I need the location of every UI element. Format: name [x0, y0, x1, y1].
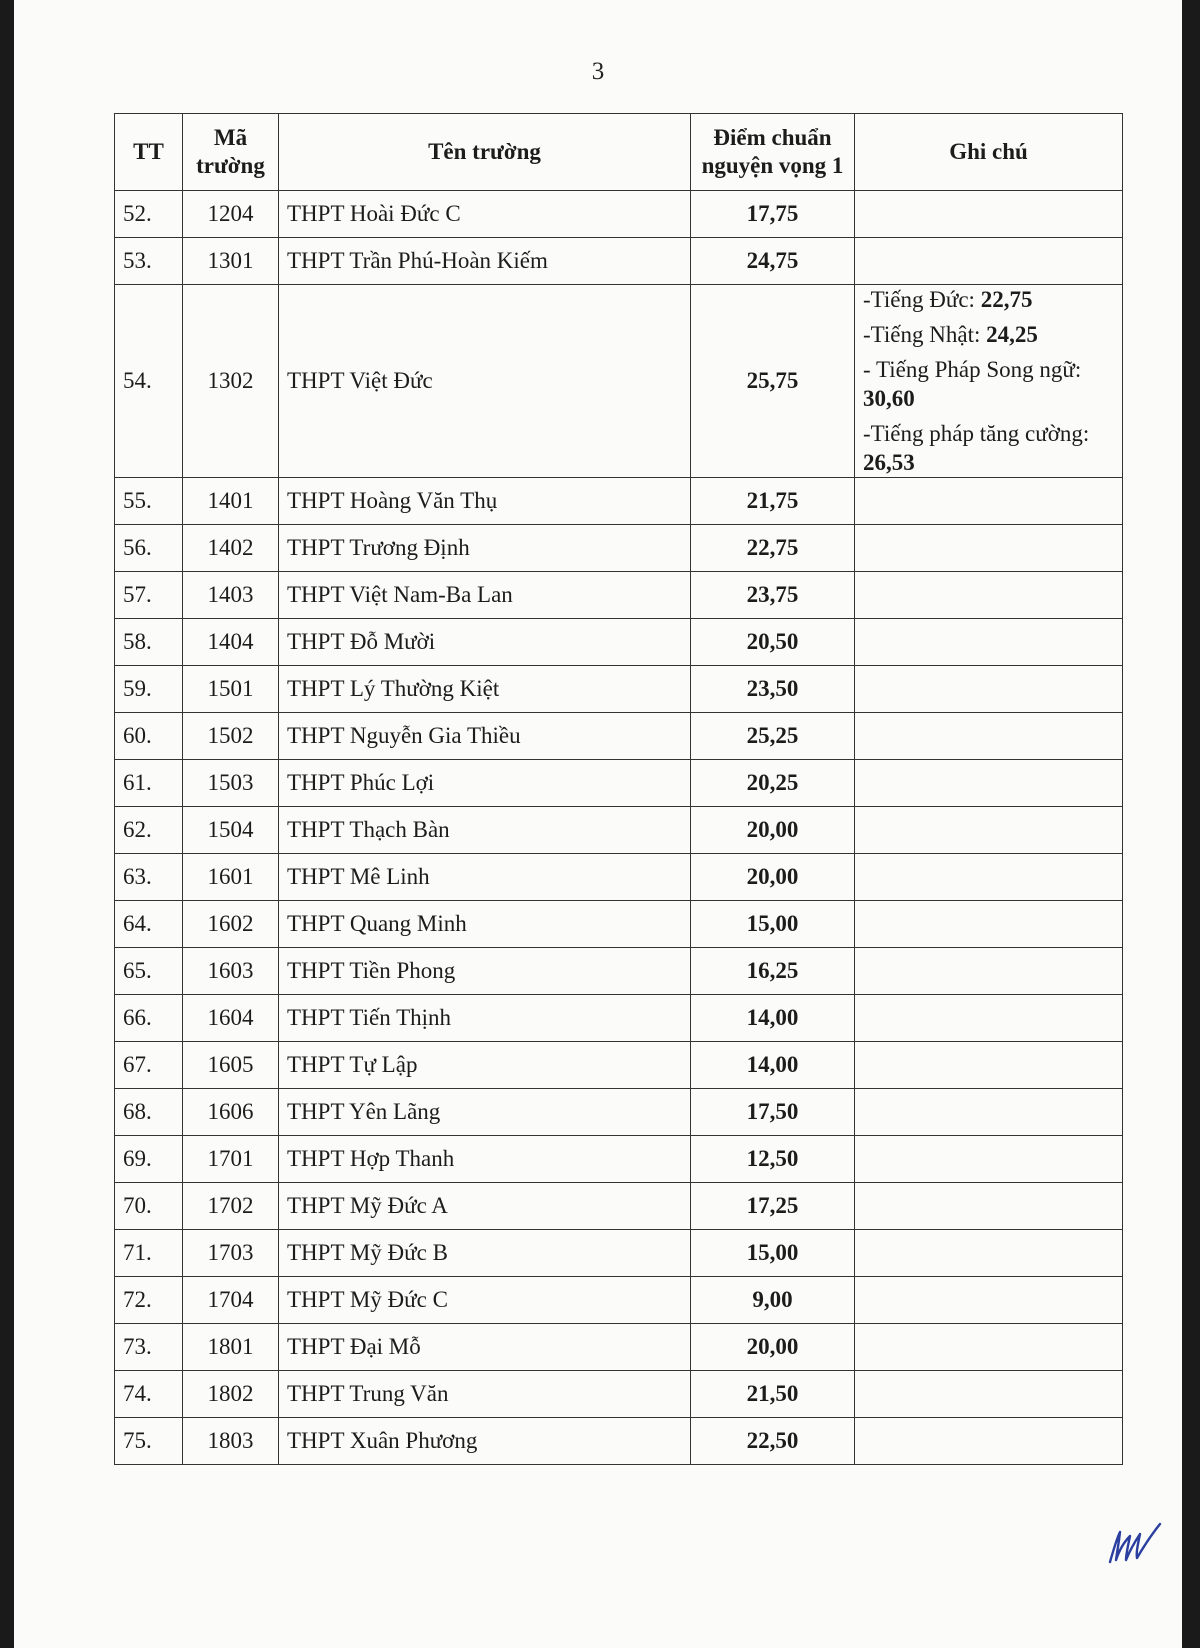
note-label: - Tiếng Pháp Song ngữ:: [863, 357, 1082, 382]
header-ma-truong: [183, 114, 279, 191]
cutoff-score: 20,50: [691, 619, 855, 666]
note-cell: [855, 478, 1123, 525]
row-number: 53.: [115, 238, 183, 285]
cutoff-score: 20,00: [691, 854, 855, 901]
school-name: THPT Quang Minh: [279, 901, 691, 948]
header-ghi-chu: Ghi chú: [855, 114, 1123, 191]
note-cell: [855, 1277, 1123, 1324]
cutoff-score: 20,00: [691, 807, 855, 854]
table-row: [115, 1324, 1123, 1371]
school-name: THPT Trung Văn: [279, 1371, 691, 1418]
table-row: [115, 1418, 1123, 1465]
table-row: [115, 1042, 1123, 1089]
header-ma-truong-line-1: Mã: [213, 125, 248, 150]
table-row: [115, 666, 1123, 713]
school-name: THPT Hợp Thanh: [279, 1136, 691, 1183]
row-number: 66.: [115, 995, 183, 1042]
document-page: [14, 0, 1182, 1648]
table-row: [115, 760, 1123, 807]
note-cell: [855, 572, 1123, 619]
note-cell: [855, 285, 1123, 478]
header-ma-truong-line-2: trường: [196, 153, 265, 178]
school-code: 1503: [183, 760, 279, 807]
note-cell: [855, 1230, 1123, 1277]
school-name: THPT Tiến Thịnh: [279, 995, 691, 1042]
row-number: 64.: [115, 901, 183, 948]
cutoff-score: 17,50: [691, 1089, 855, 1136]
note-line: [863, 419, 1114, 477]
school-name: THPT Tiền Phong: [279, 948, 691, 995]
school-name: THPT Yên Lãng: [279, 1089, 691, 1136]
school-name: THPT Xuân Phương: [279, 1418, 691, 1465]
cutoff-score: 17,75: [691, 191, 855, 238]
note-cell: [855, 807, 1123, 854]
note-label: -Tiếng pháp tăng cường:: [863, 421, 1090, 446]
row-number: 55.: [115, 478, 183, 525]
cutoff-score: 22,75: [691, 525, 855, 572]
cutoff-score: 17,25: [691, 1183, 855, 1230]
note-cell: [855, 713, 1123, 760]
cutoff-score: 23,50: [691, 666, 855, 713]
table-row: [115, 1089, 1123, 1136]
table-row: [115, 191, 1123, 238]
school-name: THPT Mỹ Đức C: [279, 1277, 691, 1324]
cutoff-score: 25,25: [691, 713, 855, 760]
school-name: THPT Mê Linh: [279, 854, 691, 901]
school-code: 1701: [183, 1136, 279, 1183]
note-line: [863, 285, 1114, 314]
note-cell: [855, 238, 1123, 285]
note-cell: [855, 1042, 1123, 1089]
table-row: [115, 238, 1123, 285]
table-row: [115, 713, 1123, 760]
school-code: 1606: [183, 1089, 279, 1136]
note-cell: [855, 948, 1123, 995]
school-name: THPT Mỹ Đức A: [279, 1183, 691, 1230]
header-diem-chuan-line-2: nguyện vọng 1: [701, 153, 844, 178]
header-diem-chuan: [691, 114, 855, 191]
school-code: 1302: [183, 285, 279, 478]
cutoff-score: 25,75: [691, 285, 855, 478]
row-number: 57.: [115, 572, 183, 619]
row-number: 54.: [115, 285, 183, 478]
table-row: [115, 1183, 1123, 1230]
school-name: THPT Trương Định: [279, 525, 691, 572]
school-name: THPT Tự Lập: [279, 1042, 691, 1089]
note-cell: [855, 995, 1123, 1042]
cutoff-score: 15,00: [691, 901, 855, 948]
row-number: 58.: [115, 619, 183, 666]
signature-icon: [1104, 1518, 1164, 1568]
table-row: [115, 948, 1123, 995]
note-cell: [855, 1371, 1123, 1418]
header-ten-truong: Tên trường: [279, 114, 691, 191]
note-cell: [855, 666, 1123, 713]
note-line: [863, 320, 1114, 349]
row-number: 65.: [115, 948, 183, 995]
school-name: THPT Phúc Lợi: [279, 760, 691, 807]
school-code: 1403: [183, 572, 279, 619]
school-name: THPT Việt Đức: [279, 285, 691, 478]
school-code: 1502: [183, 713, 279, 760]
school-name: THPT Đỗ Mười: [279, 619, 691, 666]
school-code: 1204: [183, 191, 279, 238]
note-cell: [855, 1089, 1123, 1136]
school-code: 1604: [183, 995, 279, 1042]
row-number: 68.: [115, 1089, 183, 1136]
school-name: THPT Đại Mỗ: [279, 1324, 691, 1371]
school-code: 1803: [183, 1418, 279, 1465]
table-row: [115, 807, 1123, 854]
cutoff-score: 16,25: [691, 948, 855, 995]
table-row: [115, 478, 1123, 525]
row-number: 60.: [115, 713, 183, 760]
note-cell: [855, 1183, 1123, 1230]
school-code: 1402: [183, 525, 279, 572]
school-name: THPT Hoài Đức C: [279, 191, 691, 238]
table-body: [115, 191, 1123, 1465]
school-code: 1501: [183, 666, 279, 713]
school-code: 1605: [183, 1042, 279, 1089]
school-code: 1603: [183, 948, 279, 995]
school-name: THPT Việt Nam-Ba Lan: [279, 572, 691, 619]
note-cell: [855, 191, 1123, 238]
row-number: 74.: [115, 1371, 183, 1418]
cutoff-score: 24,75: [691, 238, 855, 285]
note-label: -Tiếng Đức:: [863, 287, 981, 312]
row-number: 56.: [115, 525, 183, 572]
row-number: 52.: [115, 191, 183, 238]
school-code: 1504: [183, 807, 279, 854]
cutoff-score: 21,50: [691, 1371, 855, 1418]
header-diem-chuan-line-1: Điểm chuẩn: [713, 125, 832, 150]
table-row: [115, 1136, 1123, 1183]
school-name: THPT Mỹ Đức B: [279, 1230, 691, 1277]
table-row: [115, 525, 1123, 572]
cutoff-score: 15,00: [691, 1230, 855, 1277]
note-score: 30,60: [863, 386, 915, 411]
cutoff-score: 20,00: [691, 1324, 855, 1371]
page-number: 3: [591, 58, 605, 85]
note-score: 24,25: [986, 322, 1038, 347]
school-name: THPT Hoàng Văn Thụ: [279, 478, 691, 525]
row-number: 75.: [115, 1418, 183, 1465]
note-label: -Tiếng Nhật:: [863, 322, 987, 347]
table-header-row: [115, 114, 1123, 191]
table-row: [115, 572, 1123, 619]
table-row: [115, 854, 1123, 901]
note-cell: [855, 1136, 1123, 1183]
school-code: 1702: [183, 1183, 279, 1230]
school-code: 1301: [183, 238, 279, 285]
cutoff-score: 9,00: [691, 1277, 855, 1324]
school-code: 1401: [183, 478, 279, 525]
school-code: 1404: [183, 619, 279, 666]
note-cell: [855, 1324, 1123, 1371]
row-number: 59.: [115, 666, 183, 713]
table-row: [115, 285, 1123, 478]
row-number: 70.: [115, 1183, 183, 1230]
table-row: [115, 1371, 1123, 1418]
school-code: 1802: [183, 1371, 279, 1418]
school-name: THPT Trần Phú-Hoàn Kiếm: [279, 238, 691, 285]
table-row: [115, 995, 1123, 1042]
school-name: THPT Nguyễn Gia Thiều: [279, 713, 691, 760]
row-number: 62.: [115, 807, 183, 854]
row-number: 67.: [115, 1042, 183, 1089]
header-tt: TT: [115, 114, 183, 191]
cutoff-score: 22,50: [691, 1418, 855, 1465]
row-number: 72.: [115, 1277, 183, 1324]
table-row: [115, 1277, 1123, 1324]
school-code: 1704: [183, 1277, 279, 1324]
table-row: [115, 619, 1123, 666]
school-code: 1703: [183, 1230, 279, 1277]
cutoff-score: 21,75: [691, 478, 855, 525]
cutoff-score: 20,25: [691, 760, 855, 807]
row-number: 63.: [115, 854, 183, 901]
note-cell: [855, 760, 1123, 807]
note-line: [863, 355, 1114, 413]
school-code: 1801: [183, 1324, 279, 1371]
row-number: 69.: [115, 1136, 183, 1183]
row-number: 73.: [115, 1324, 183, 1371]
row-number: 71.: [115, 1230, 183, 1277]
note-score: 26,53: [863, 450, 915, 475]
cutoff-score: 12,50: [691, 1136, 855, 1183]
school-code: 1602: [183, 901, 279, 948]
cutoff-score: 14,00: [691, 995, 855, 1042]
school-code: 1601: [183, 854, 279, 901]
table-row: [115, 901, 1123, 948]
school-name: THPT Thạch Bàn: [279, 807, 691, 854]
school-name: THPT Lý Thường Kiệt: [279, 666, 691, 713]
cutoff-score: 14,00: [691, 1042, 855, 1089]
note-score: 22,75: [980, 287, 1033, 312]
admission-score-table: [114, 113, 1123, 1465]
note-cell: [855, 901, 1123, 948]
table-row: [115, 1230, 1123, 1277]
note-cell: [855, 525, 1123, 572]
note-cell: [855, 1418, 1123, 1465]
note-cell: [855, 619, 1123, 666]
row-number: 61.: [115, 760, 183, 807]
cutoff-score: 23,75: [691, 572, 855, 619]
note-cell: [855, 854, 1123, 901]
